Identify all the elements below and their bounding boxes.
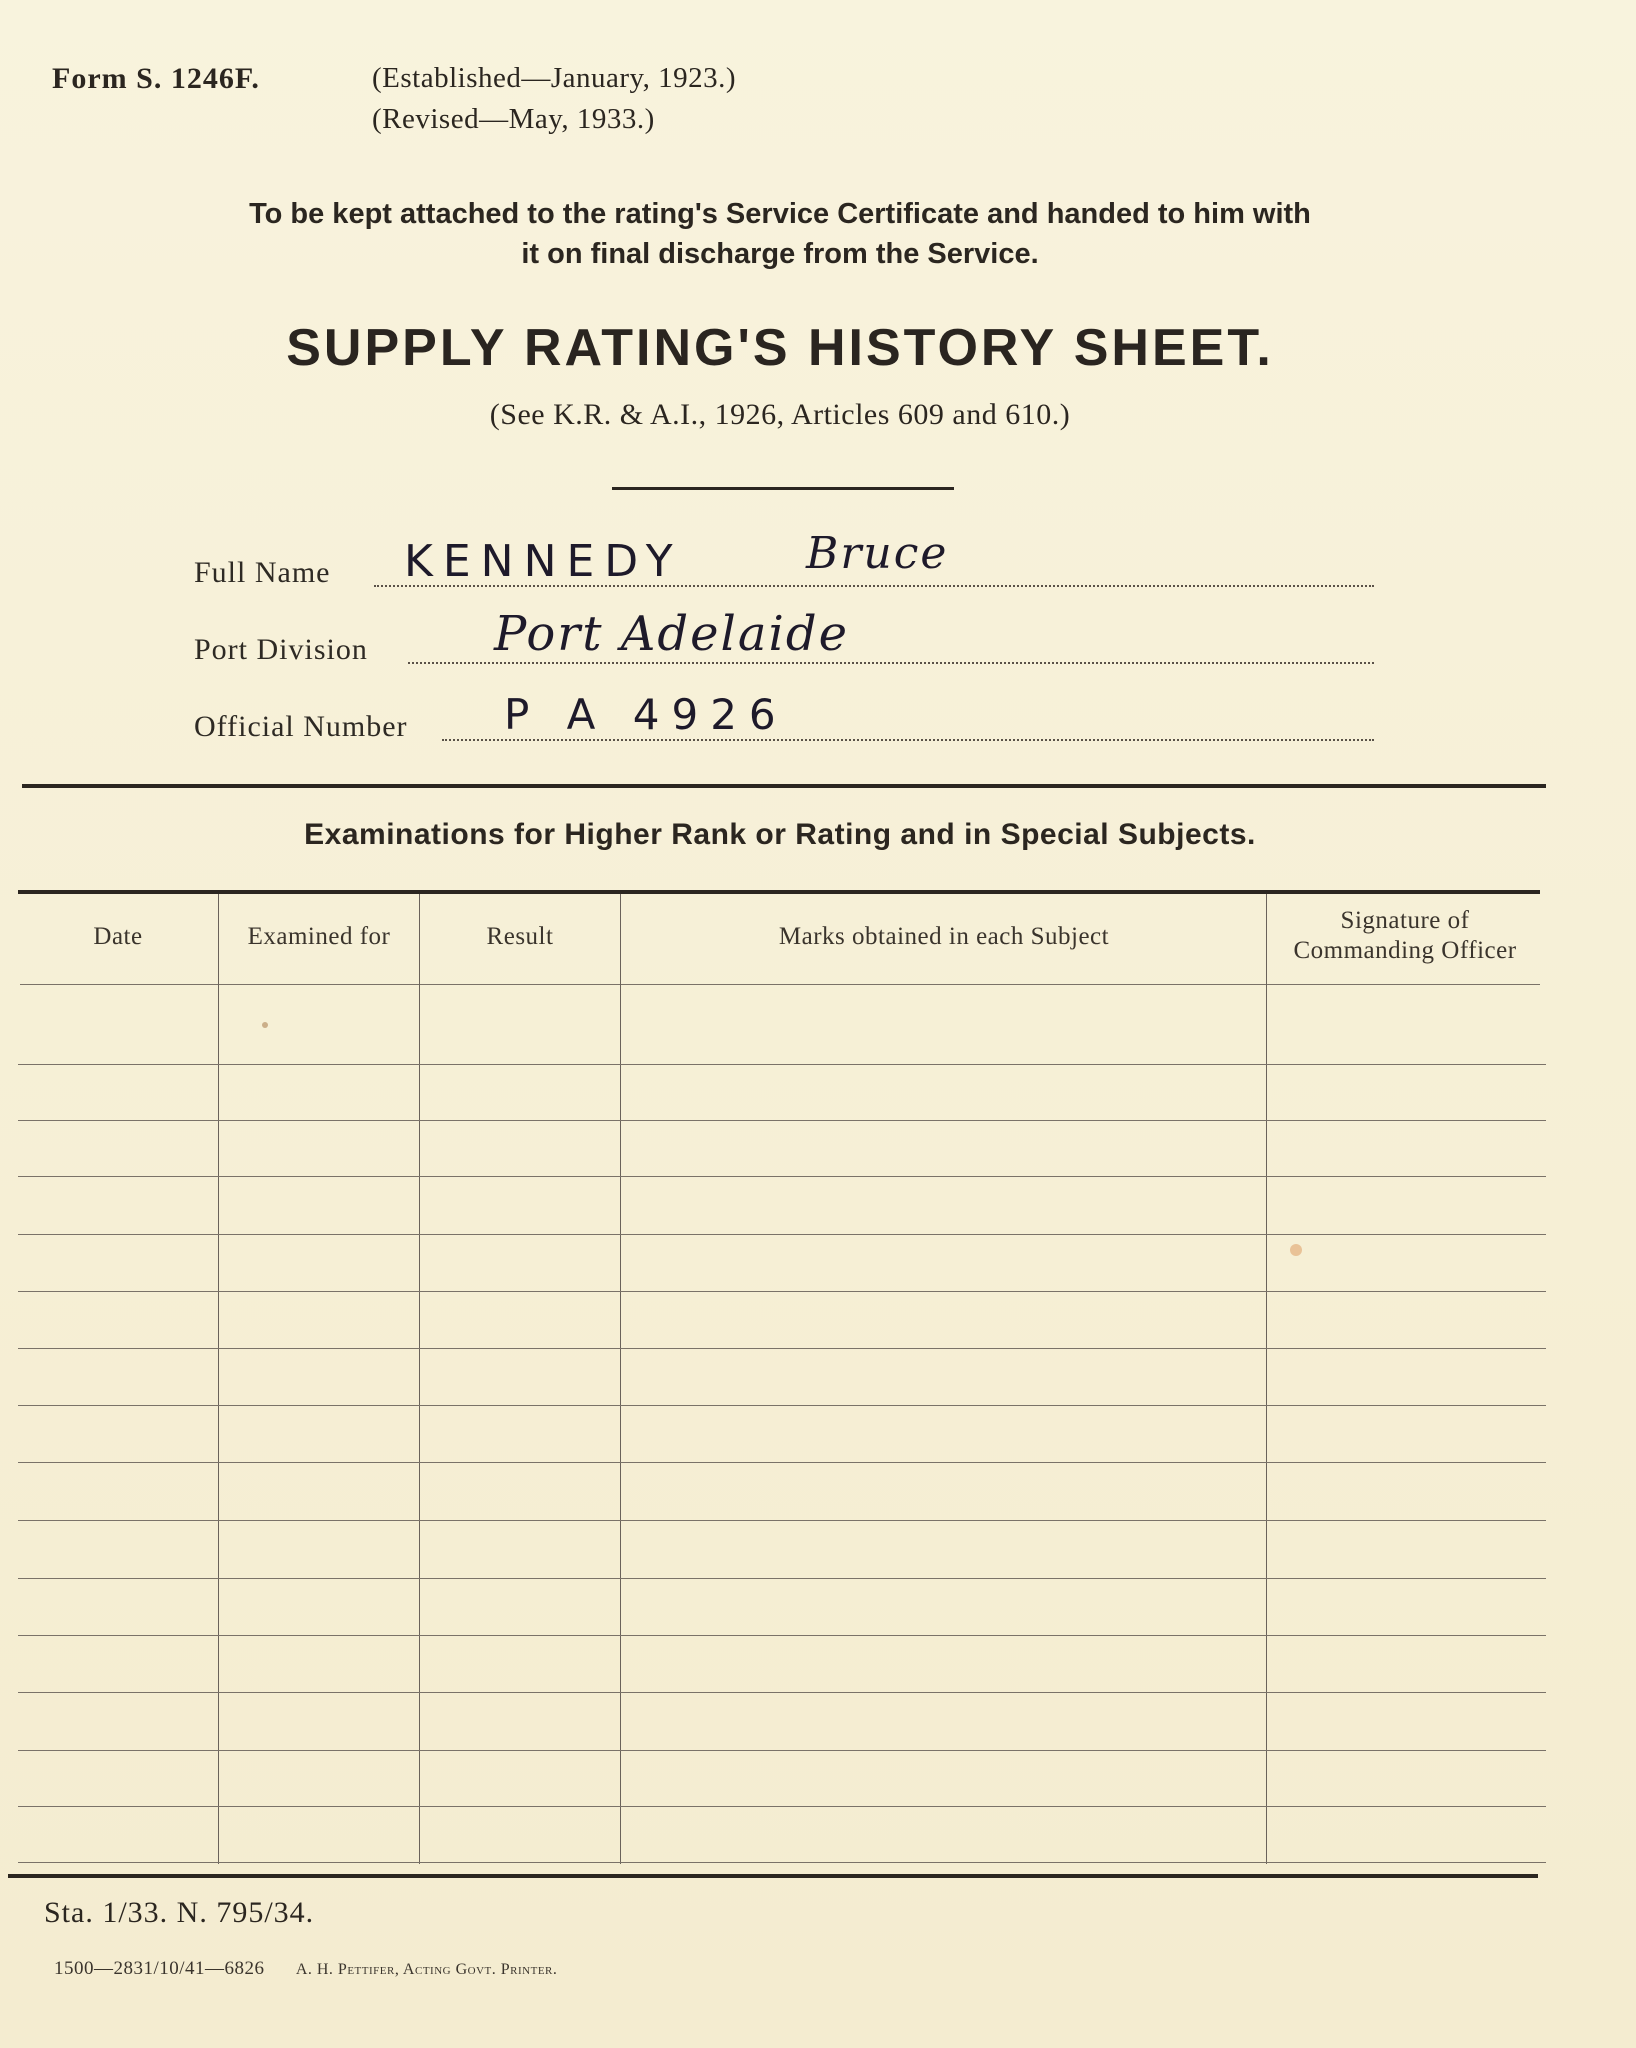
table-row-line xyxy=(18,1806,1546,1807)
official-number-line xyxy=(442,739,1374,741)
table-bottom-rule xyxy=(8,1874,1538,1878)
stationery-code: Sta. 1/33. N. 795/34. xyxy=(44,1896,315,1929)
table-column-divider xyxy=(419,894,420,1864)
table-row-line xyxy=(18,1750,1546,1751)
table-row-line xyxy=(18,1234,1546,1235)
paper-stain xyxy=(1290,1244,1302,1256)
port-division-label: Port Division xyxy=(194,633,368,666)
full-name-surname: KENNEDY xyxy=(404,536,683,587)
table-column-divider xyxy=(620,894,621,1864)
full-name-label: Full Name xyxy=(194,556,331,589)
table-row-line xyxy=(18,1692,1546,1693)
col-header-signature: Signature of Commanding Officer xyxy=(1293,907,1517,964)
table-row-line xyxy=(18,1176,1546,1177)
table-column-divider xyxy=(1266,894,1267,1864)
table-row-line xyxy=(18,1520,1546,1521)
printer-line xyxy=(54,1958,557,1980)
table-row-line xyxy=(18,1405,1546,1406)
table-column-divider xyxy=(218,894,219,1864)
port-division-line xyxy=(408,662,1374,664)
print-code: 1500—2831/10/41—6826 xyxy=(54,1958,265,1979)
table-top-rule xyxy=(18,890,1540,894)
table-row-line xyxy=(18,1462,1546,1463)
table-row-line xyxy=(18,1348,1546,1349)
section-title: Examinations for Higher Rank or Rating and in Special Subjects. xyxy=(304,818,1256,851)
section-divider xyxy=(22,784,1546,788)
reference-note: (See K.R. & A.I., 1926, Articles 609 and 610.) xyxy=(489,398,1071,431)
document-title: SUPPLY RATING'S HISTORY SHEET. xyxy=(286,319,1274,377)
official-number-value: P A 4926 xyxy=(504,690,788,739)
col-header-examined-for: Examined for xyxy=(247,923,391,950)
col-header-date: Date xyxy=(93,923,143,950)
established-date: (Established—January, 1923.) xyxy=(372,62,737,94)
title-divider xyxy=(612,487,954,490)
printer-name: A. H. Pettifer, Acting Govt. Printer. xyxy=(295,1961,558,1978)
revised-date: (Revised—May, 1933.) xyxy=(372,103,655,135)
official-number-label: Official Number xyxy=(194,710,408,743)
table-row-line xyxy=(18,1291,1546,1292)
port-division-value: Port Adelaide xyxy=(494,606,849,662)
form-number: Form S. 1246F. xyxy=(52,62,260,95)
instruction-line-2: it on final discharge from the Service. xyxy=(521,238,1039,270)
col-header-result: Result xyxy=(486,923,554,950)
instruction-line-1: To be kept attached to the rating's Service Certificate and handed to him with xyxy=(249,198,1311,230)
table-row-line xyxy=(18,1578,1546,1579)
table-row-line xyxy=(18,1120,1546,1121)
paper-stain xyxy=(262,1022,268,1028)
col-header-marks: Marks obtained in each Subject xyxy=(778,923,1110,950)
table-row-line xyxy=(18,1862,1546,1863)
table-header-rule xyxy=(20,984,1540,985)
full-name-given: Bruce xyxy=(806,528,949,579)
table-row-line xyxy=(18,1635,1546,1636)
table-row-line xyxy=(18,1064,1546,1065)
